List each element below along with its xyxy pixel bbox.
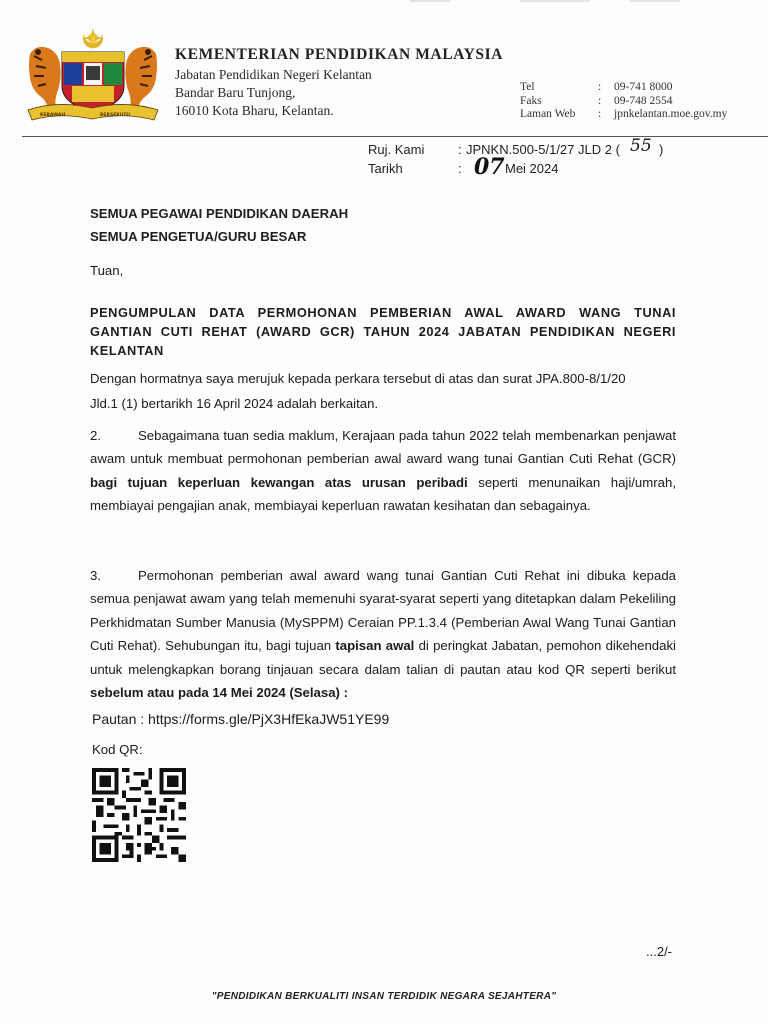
paragraph-2-number: 2.: [90, 428, 101, 443]
paragraph-2-emphasis: bagi tujuan keperluan kewangan atas urusan peribadi: [90, 474, 468, 490]
reference-colon: :: [458, 142, 462, 157]
paragraph-3-number: 3.: [90, 568, 101, 583]
paragraph-3: [90, 564, 676, 704]
reference-close-paren: ): [659, 142, 664, 157]
website-colon: :: [598, 108, 602, 120]
salutation: Tuan,: [90, 263, 124, 278]
address-line-1: Bandar Baru Tunjong,: [175, 85, 296, 100]
footer-motto: "PENDIDIKAN BERKUALITI INSAN TERDIDIK NEGARA SEJAHTERA": [211, 991, 557, 1002]
date-month-year: Mei 2024: [505, 161, 559, 176]
paragraph-1: [90, 366, 676, 416]
coat-of-arms-logo: [22, 26, 164, 124]
fax-colon: :: [598, 95, 602, 107]
tel-colon: :: [598, 81, 602, 93]
fax-label: Faks: [520, 95, 542, 107]
address-line-2: 16010 Kota Bharu, Kelantan.: [175, 103, 334, 118]
website-label: Laman Web: [520, 108, 576, 120]
paragraph-1-line-2: Jld.1 (1) bertarikh 16 April 2024 adalah berkaitan.: [90, 396, 379, 411]
letter-subject: PENGUMPULAN DATA PERMOHONAN PEMBERIAN AWAL AWARD WANG TUNAI GANTIAN CUTI REHAT (AWARD GCR) TAHUN 2024 JABATAN PENDIDIKAN NEGERI KELANTAN: [90, 305, 676, 358]
recipient-line-2: SEMUA PENGETUA/GURU BESAR: [90, 229, 307, 244]
date-label: Tarikh: [368, 161, 403, 176]
svg-text:BERSEKUTU: BERSEKUTU: [100, 113, 131, 118]
date-colon: :: [458, 161, 462, 176]
paragraph-2-text: Sebagaimana tuan sedia maklum, Kerajaan pada tahun 2022 telah membenarkan penjawat awam untuk membuat permohonan pemberian awal award wang tunai Gantian Cuti Rehat (GCR): [90, 428, 676, 467]
paragraph-3-text: Permohonan pemberian awal award wang tunai Gantian Cuti Rehat ini dibuka kepada semua penjawat awam yang telah memenuhi syarat-syarat seperti yang ditetapkan dalam Pekeliling Perkhidmatan Sumber Manusia (MySPPM) Ceraian PP.1.3.4 (Pemberian Awal Wang Tunai Gantian Cuti Rehat). Sehubungan itu, bagi tujuan: [90, 568, 676, 654]
paragraph-3-text-middle: di peringkat Jabatan, pemohon dikehendaki untuk melengkapkan borang tinjauan secara dalam talian di pautan atau kod QR seperti berikut: [90, 638, 676, 677]
page-continuation: ...2/-: [646, 944, 673, 959]
letterhead-divider: [22, 136, 768, 137]
paragraph-2-text-end: seperti menunaikan haji/umrah, membiayai pengajian anak, membiayai keperluan rawatan kesihatan dan sebagainya.: [90, 474, 676, 514]
recipient-line-1: SEMUA PEGAWAI PENDIDIKAN DAERAH: [90, 206, 349, 221]
paragraph-1-line-1: Dengan hormatnya saya merujuk kepada perkara tersebut di atas dan surat JPA.800-8/1/20: [90, 371, 626, 386]
form-link[interactable]: Pautan : https://forms.gle/PjX3HfEkaJW51YE99: [92, 711, 390, 727]
reference-number: JPNKN.500-5/1/27 JLD 2 (: [466, 142, 620, 157]
paragraph-2: [90, 424, 676, 518]
paragraph-3-deadline: sebelum atau pada 14 Mei 2024 (Selasa) :: [90, 685, 349, 701]
tel-label: Tel: [520, 81, 535, 93]
fax-value: 09-748 2554: [614, 95, 673, 107]
department-name: Jabatan Pendidikan Negeri Kelantan: [175, 67, 372, 82]
svg-text:KEBAWAH: KEBAWAH: [40, 113, 66, 118]
reference-handwritten-number: 55: [630, 136, 652, 156]
qr-code-label: Kod QR:: [92, 742, 143, 757]
website-value: jpnkelantan.moe.gov.my: [614, 108, 728, 120]
reference-label: Ruj. Kami: [368, 142, 425, 157]
date-handwritten-day: 07: [474, 154, 505, 180]
ministry-name: KEMENTERIAN PENDIDIKAN MALAYSIA: [175, 46, 504, 63]
paragraph-3-emphasis-1: tapisan awal: [335, 638, 415, 654]
qr-code-image[interactable]: [90, 768, 188, 862]
tel-value: 09-741 8000: [614, 81, 673, 93]
scan-artifact: [400, 0, 700, 3]
